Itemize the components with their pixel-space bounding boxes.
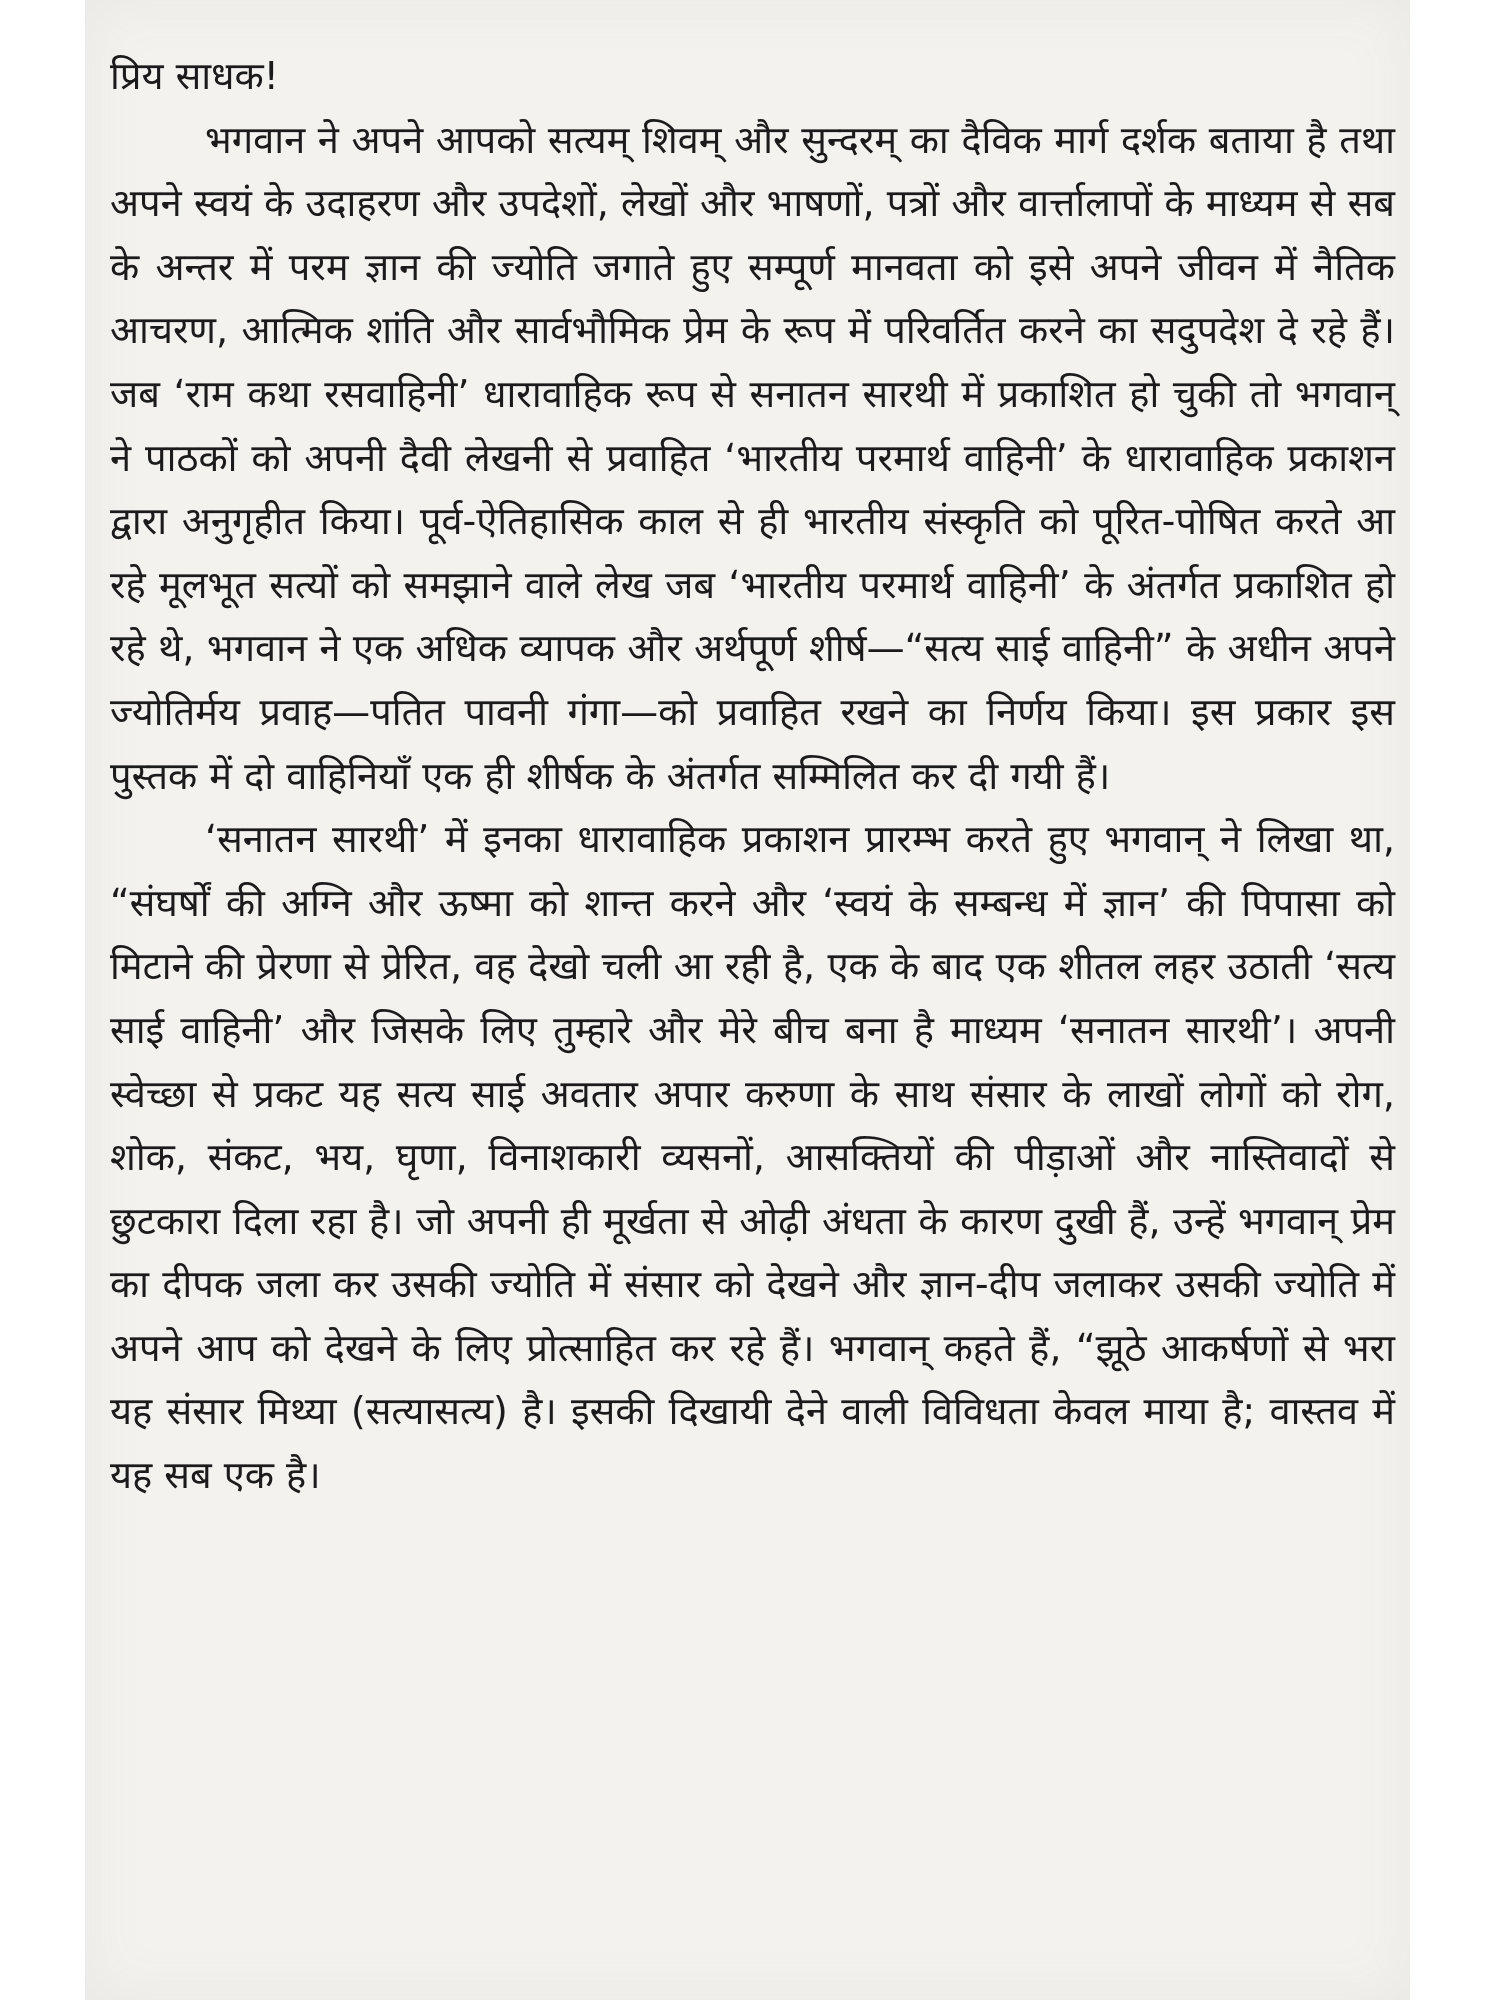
paragraph-2: ‘सनातन सारथी’ में इनका धारावाहिक प्रकाशन प्रारम्भ करते हुए भगवान् ने लिखा था, “संघर्षों की अग्नि और ऊष्मा को शान्त करने और ‘स्वयं के सम्बन्ध में ज्ञान’ की पिपासा को मिटाने की प्रेरणा से प्रेरित, वह देखो चली आ रही है, एक के बाद एक शीतल लहर उठाती ‘सत्य साई वाहिनी’ और जिसके लिए तुम्हारे और मेरे बीच बना है माध्यम ‘सनातन सारथी’। अपनी स्वेच्छा से प्रकट यह सत्य साई अवतार अपार करुणा के साथ संसार के लाखों लोगों को रोग, शोक, संकट, भय, घृणा, विनाशकारी व्यसनों, आसक्तियों की पीड़ाओं और नास्तिवादों से छुटकारा दिला रहा है। जो अपनी ही मूर्खता से ओढ़ी अंधता के कारण दुखी हैं, उन्हें भगवान् प्रेम का दीपक जला कर उसकी ज्योति में संसार को देखने और ज्ञान-दीप जलाकर उसकी ज्योति में अपने आप को देखने के लिए प्रोत्साहित कर रहे हैं। भगवान् कहते हैं, “झूठे आकर्षणों से भरा यह संसार मिथ्या (सत्यासत्य) है। इसकी दिखायी देने वाली विविधता केवल माया है; वास्तव में यह सब एक है। <box>110 817 1395 1498</box>
salutation: प्रिय साधक! <box>110 54 279 98</box>
body-text <box>110 45 1395 1508</box>
paragraph-1: भगवान ने अपने आपको सत्यम् शिवम् और सुन्दरम् का दैविक मार्ग दर्शक बताया है तथा अपने स्वयं के उदाहरण और उपदेशों, लेखों और भाषणों, पत्रों और वार्त्तालापों के माध्यम से सब के अन्तर में परम ज्ञान की ज्योति जगाते हुए सम्पूर्ण मानवता को इसे अपने जीवन में नैतिक आचरण, आत्मिक शांति और सार्वभौमिक प्रेम के रूप में परिवर्तित करने का सदुपदेश दे रहे हैं। जब ‘राम कथा रसवाहिनी’ धारावाहिक रूप से सनातन सारथी में प्रकाशित हो चुकी तो भगवान् ने पाठकों को अपनी दैवी लेखनी से प्रवाहित ‘भारतीय परमार्थ वाहिनी’ के धारावाहिक प्रकाशन द्वारा अनुगृहीत किया। पूर्व-ऐतिहासिक काल से ही भारतीय संस्कृति को पूरित-पोषित करते आ रहे मूलभूत सत्यों को समझाने वाले लेख जब ‘भारतीय परमार्थ वाहिनी’ के अंतर्गत प्रकाशित हो रहे थे, भगवान ने एक अधिक व्यापक और अर्थपूर्ण शीर्ष—“सत्य साई वाहिनी” के अधीन अपने ज्योतिर्मय प्रवाह—पतित पावनी गंगा—को प्रवाहित रखने का निर्णय किया। इस प्रकार इस पुस्तक में दो वाहिनियाँ एक ही शीर्षक के अंतर्गत सम्मिलित कर दी गयी हैं। <box>110 117 1395 798</box>
